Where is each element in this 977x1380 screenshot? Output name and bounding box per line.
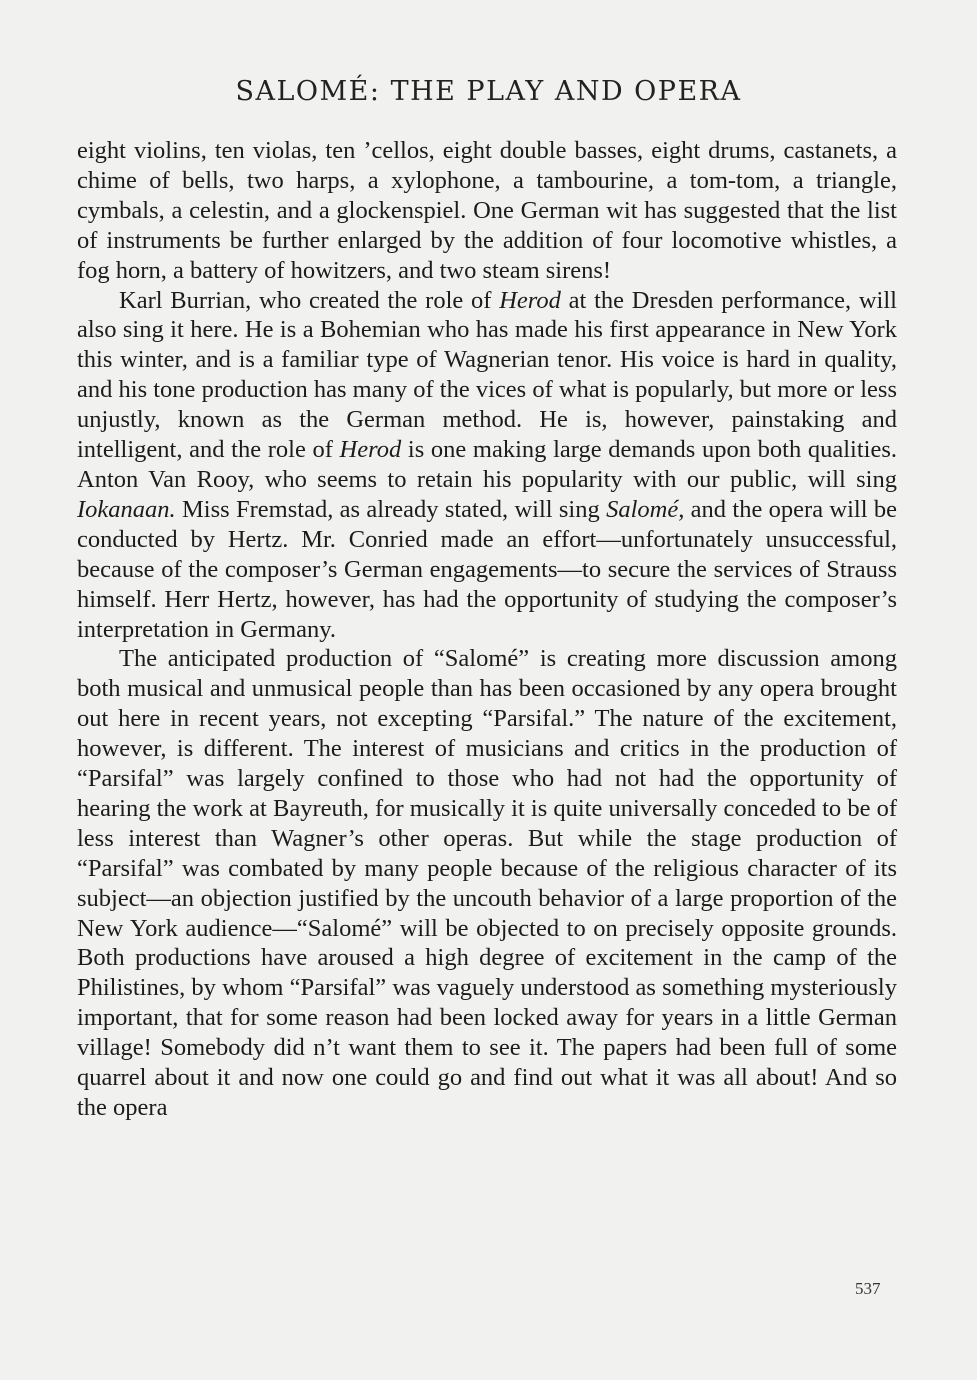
text-segment: Miss Fremstad, as already stated, will sing (175, 495, 607, 523)
text-segment: eight violins, ten violas, ten ’cellos, eight double basses, eight drums, castanets, a chime of bells, two harps, a xylophone, a tambourine, a tom-tom, a triangle, cymbals, a celestin, and a glockenspiel. One German wit has suggested that the list of instruments be further enlarged by the addition of four locomotive whistles, a fog horn, a battery of howitzers, and two steam sirens! (77, 137, 897, 284)
text-segment: The anticipated production of “Salomé” is creating more discussion among both musical and unmusical people than has been occasioned by any opera brought out here in recent years, not excepting “Parsifal.” The nature of the excitement, however, is different. The interest of musicians and critics in the production of “Parsifal” was largely confined to those who had not had the opportunity of hearing the work at Bayreuth, for musically it is quite universally conceded to be of less interest than Wagner’s other operas. But while the stage production of “Parsifal” was combated by many people because of the religious character of its subject—an objection justified by the uncouth behavior of a large proportion of the New York audience—“Salomé” will be objected to on precisely opposite grounds. Both productions have aroused a high degree of excitement in the camp of the Philistines, by whom “Parsifal” was vaguely understood as something mysteriously important, that for some reason had been locked away for years in a little German village! Somebody did n’t want them to see it. The papers had been full of some quarrel about it and now one could go and find out what it was all about! And so the opera (77, 645, 897, 1121)
role-name-herod: Herod (499, 286, 561, 314)
text-segment: at the Dresden performance, will also sing it here. He is a Bohemian who has made his first appearance in New York this winter, and is a familiar type of Wagnerian tenor. His voice is hard in quality, and his tone production has many of the vices of what is popularly, but more or less unjustly, known as the German method. He is, however, painstaking and intelligent, and the role of (77, 286, 897, 464)
paragraph-anticipated-production (77, 644, 897, 1123)
role-name-herod: Herod (339, 436, 402, 464)
paragraph-cast (77, 286, 897, 645)
page-number: 537 (855, 1279, 881, 1298)
text-segment: is one making large demands upon both qualities. Anton Van Rooy, who seems to retain his popularity with our public, will sing (77, 436, 897, 493)
text-segment: Karl Burrian, who created the role of (119, 286, 500, 314)
body-text (77, 136, 897, 1123)
running-head: SALOMÉ: THE PLAY AND OPERA (235, 76, 742, 107)
role-name-salome: Salomé, (606, 495, 685, 523)
role-name-iokanaan: Iokanaan. (77, 495, 176, 523)
text-segment: and the opera will be conducted by Hertz. Mr. Conried made an effort—unfortunately unsuccessful, because of the composer’s German engagements—to secure the services of Strauss himself. Herr Hertz, however, has had the opportunity of studying the composer’s interpretation in Germany. (77, 495, 897, 643)
paragraph-instrument-list (77, 136, 897, 286)
